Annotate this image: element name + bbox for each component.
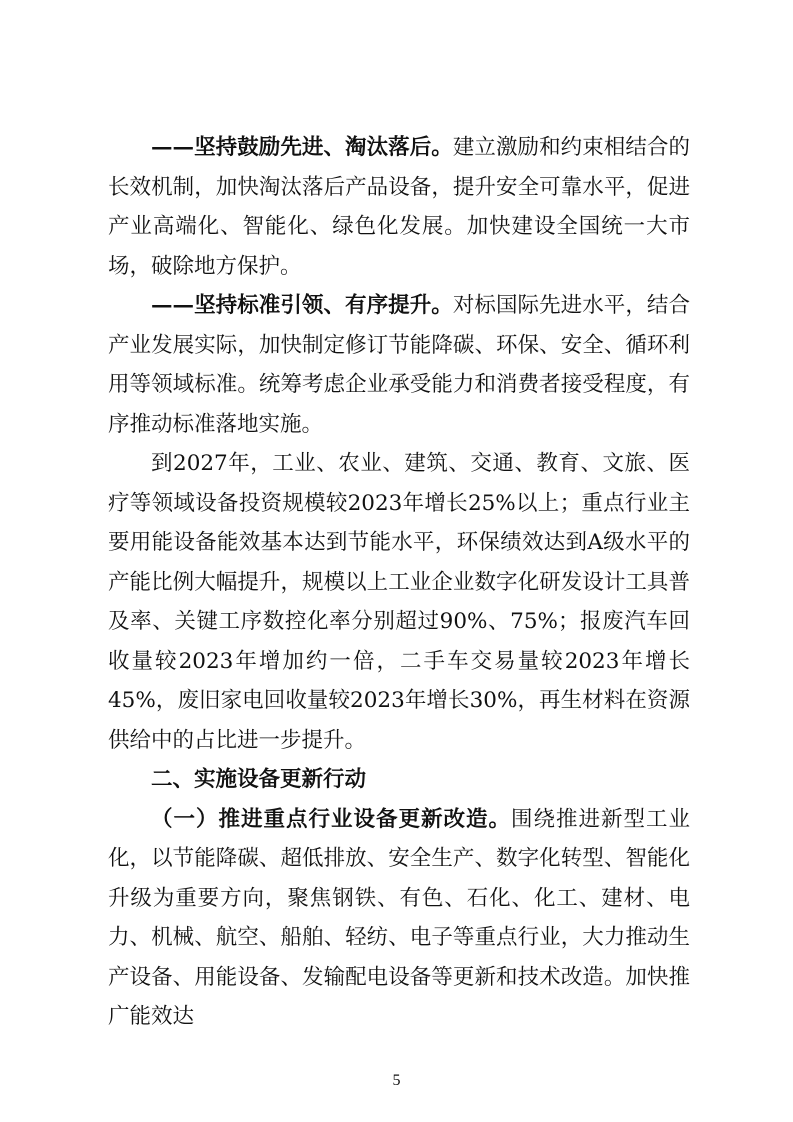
paragraph-text: 建立激励和约束相结合的长效机制，加快淘汰落后产品设备，提升安全可靠水平，促进产业高端化、智能化、绿色化发展。加快建设全国统一大市场，破除地方保护。	[108, 135, 690, 279]
paragraph-text: 到2027年，工业、农业、建筑、交通、教育、文旅、医疗等领域设备投资规模较2023年增长25%以上；重点行业主要用能设备能效基本达到节能水平，环保绩效达到A级水平的产能比例大幅提升，规模以上工业企业数字化研发设计工具普及率、关键工序数控化率分别超过90%、75%；报废汽车回收量较2023年增加约一倍，二手车交易量较2023年增长45%，废旧家电回收量较2023年增长30%，再生材料在资源供给中的占比进一步提升。	[108, 451, 690, 753]
paragraph-encourage-advanced	[108, 128, 690, 286]
paragraph-lead: ——坚持标准引领、有序提升。	[151, 293, 453, 318]
paragraph-2027-targets	[108, 444, 690, 760]
section-heading: 二、实施设备更新行动	[151, 767, 367, 792]
page-number: 5	[392, 1072, 401, 1089]
paragraph-lead: （一）推进重点行业设备更新改造。	[151, 806, 511, 832]
paragraph-text: 对标国际先进水平，结合产业发展实际，加快制定修订节能降碳、环保、安全、循环利用等领域标准。统筹考虑企业承受能力和消费者接受程度，有序推动标准落地实施。	[108, 293, 690, 437]
page-body	[108, 128, 690, 1037]
paragraph-text: 围绕推进新型工业化，以节能降碳、超低排放、安全生产、数字化转型、智能化升级为重要方向，聚焦钢铁、有色、石化、化工、建材、电力、机械、航空、船舶、轻纺、电子等重点行业，大力推动生产设备、用能设备、发输配电设备等更新和技术改造。加快推广能效达	[108, 806, 690, 1029]
paragraph-lead: ——坚持鼓励先进、淘汰落后。	[151, 135, 453, 160]
paragraph-standards-lead	[108, 286, 690, 444]
paragraph-industry-upgrade	[108, 800, 690, 1037]
